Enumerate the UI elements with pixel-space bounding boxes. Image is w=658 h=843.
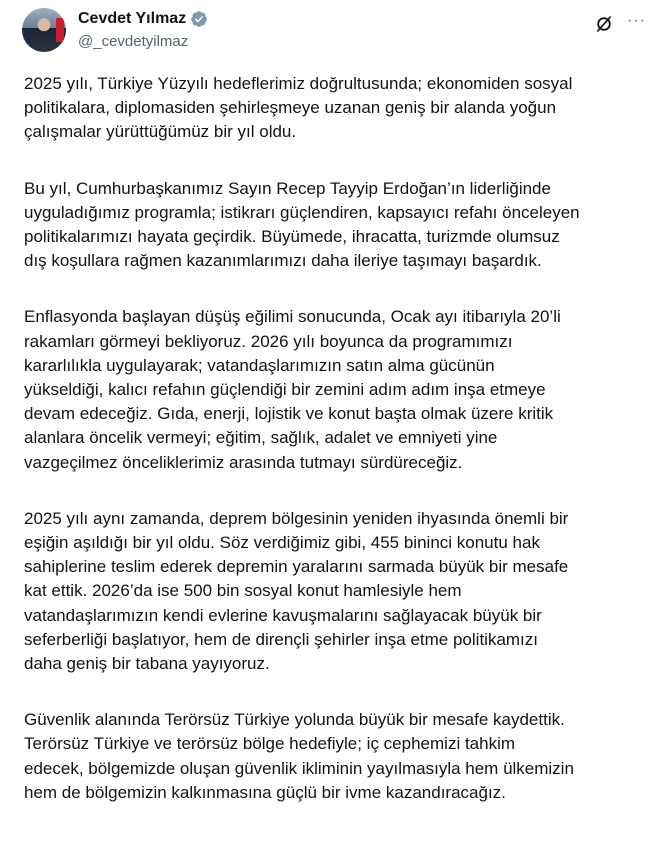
text-line: Terörsüz Türkiye ve terörsüz bölge hedefiyle; iç cephemizi tahkim <box>24 734 516 754</box>
text-line: vazgeçilmez önceliklerimiz arasında tutmayı sürdüreceğiz. <box>24 452 463 472</box>
text-line: hem de bölgemizin kalkınmasına güçlü bir ivme kazandıracağız. <box>24 782 506 802</box>
text-line: yükseldiği, kalıcı refahın güçlendiği bir zemini adım adım inşa etmeye <box>24 380 546 400</box>
text-line: sahiplerine teslim ederek depremin yaralarını sarmada büyük bir mesafe <box>24 557 569 577</box>
more-options-button[interactable]: ··· <box>627 12 646 29</box>
text-line: edecek, bölgemizde oluşan güvenlik ikliminin yayılmasıyla hem ülkemizin <box>24 758 574 778</box>
grok-icon[interactable] <box>594 14 614 34</box>
text-line: eşiğin aşıldığı bir yıl oldu. Söz verdiğimiz gibi, 455 bininci konutu hak <box>24 533 540 553</box>
author-name[interactable]: Cevdet Yılmaz <box>78 10 187 27</box>
tweet-text <box>24 72 580 837</box>
author-name-row <box>78 10 208 28</box>
text-line: seferberliği başlatıyor, hem de dirençli şehirler inşa etme politikamızı <box>24 629 539 649</box>
author-handle[interactable]: @_cevdetyilmaz <box>78 33 189 50</box>
tweet-header <box>22 8 658 58</box>
text-line: vatandaşlarımızın kendi evlerine kavuşmalarını sağlayacak büyük bir <box>24 605 542 625</box>
paragraph <box>24 507 580 676</box>
avatar[interactable] <box>22 8 66 52</box>
paragraph <box>24 177 580 274</box>
text-line: Enflasyonda başlayan düşüş eğilimi sonucunda, Ocak ayı itibarıyla 20’li <box>24 307 561 327</box>
text-line: kat ettik. 2026’da ise 500 bin sosyal konut hamlesiyle hem <box>24 581 462 601</box>
verified-badge-icon <box>190 10 208 28</box>
text-line: çalışmalar yürüttüğümüz bir yıl oldu. <box>24 122 297 142</box>
paragraph <box>24 305 580 474</box>
text-line: dış koşullara rağmen kazanımlarımızı daha ileriye taşımayı başardık. <box>24 251 542 271</box>
paragraph <box>24 708 580 805</box>
text-line: politikalara, diplomasiden şehirleşmeye uzanan geniş bir alanda yoğun <box>24 98 557 118</box>
text-line: Güvenlik alanında Terörsüz Türkiye yolunda büyük bir mesafe kaydettik. <box>24 710 565 730</box>
text-line: 2025 yılı aynı zamanda, deprem bölgesinin yeniden ihyasında önemli bir <box>24 508 569 528</box>
text-line: 2025 yılı, Türkiye Yüzyılı hedeflerimiz doğrultusunda; ekonomiden sosyal <box>24 74 573 93</box>
text-line: politikalarımızı hayata geçirdik. Büyümede, ihracatta, turizmde olumsuz <box>24 227 560 247</box>
text-line: uyguladığımız programla; istikrarı güçlendiren, kapsayıcı refahı önceleyen <box>24 202 580 222</box>
paragraph <box>24 72 580 145</box>
text-line: daha geniş bir tabana yayıyoruz. <box>24 654 270 674</box>
text-line: kararlılıkla uygulayarak; vatandaşlarımızın satın alma gücünün <box>24 355 495 375</box>
text-line: Bu yıl, Cumhurbaşkanımız Sayın Recep Tayyip Erdoğan’ın liderliğinde <box>24 178 551 198</box>
text-line: rakamları görmeyi bekliyoruz. 2026 yılı boyunca da programımızı <box>24 331 513 351</box>
text-line: devam edeceğiz. Gıda, enerji, lojistik ve konut başta olmak üzere kritik <box>24 404 554 424</box>
text-line: alanlara öncelik vermeyi; eğitim, sağlık, adalet ve emniyeti yine <box>24 428 498 448</box>
